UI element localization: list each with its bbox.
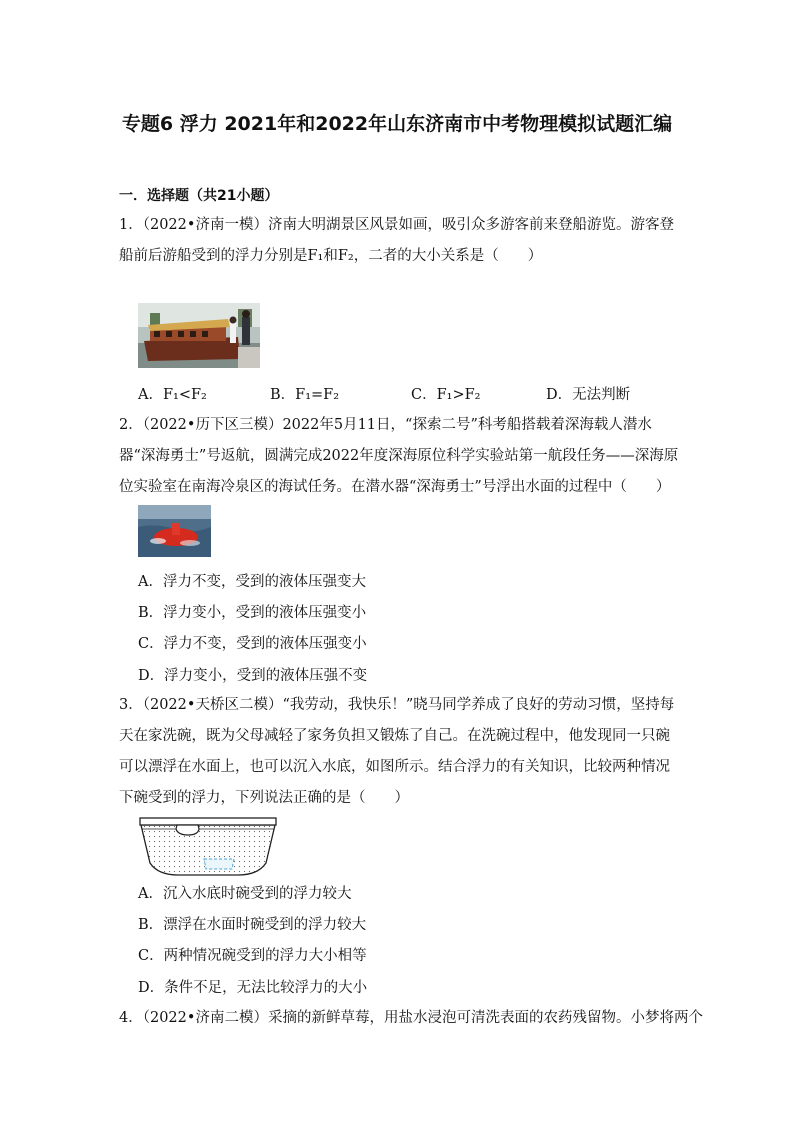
option-c[interactable]: C．F₁>F₂ — [411, 387, 481, 403]
question-2-option-c[interactable]: C．浮力不变，受到的液体压强变小 — [138, 636, 367, 652]
question-3-option-b[interactable]: B．漂浮在水面时碗受到的浮力较大 — [138, 917, 367, 933]
option-d[interactable]: D．无法判断 — [546, 387, 631, 403]
question-1: 1．（2022•济南一模）济南大明湖景区风景如画，吸引众多游客前来登船游览。游客登船前后游船受到的浮力分别是F₁和F₂，二者的大小关系是（ ） — [119, 217, 674, 264]
question-3-option-a[interactable]: A．沉入水底时碗受到的浮力较大 — [138, 886, 352, 902]
page-title: 专题6 浮力 2021年和2022年山东济南市中考物理模拟试题汇编 — [121, 113, 673, 135]
question-3-option-d[interactable]: D．条件不足，无法比较浮力的大小 — [138, 980, 368, 996]
section-heading: 一．选择题（共21小题） — [119, 188, 279, 204]
question-2-option-b[interactable]: B．浮力变小，受到的液体压强变小 — [138, 605, 367, 621]
question-2: 2．（2022•历下区三模）2022年5月11日，“探索二号”科考船搭载着深海载人潜水器“深海勇士”号返航，圆满完成2022年度深海原位科学实验站第一航段任务——深海原位实验室在南海冷泉区的海试任务。在潜水器“深海勇士”号浮出水面的过程中（ ） — [119, 417, 679, 495]
option-b[interactable]: B．F₁=F₂ — [270, 387, 340, 403]
bowl-diagram — [138, 815, 278, 877]
question-3: 3．（2022•天桥区二模）“我劳动，我快乐！”晓马同学养成了良好的劳动习惯，坚持每天在家洗碗，既为父母减轻了家务负担又锻炼了自己。在洗碗过程中，他发现同一只碗可以漂浮在水面上，也可以沉入水底，如图所示。结合浮力的有关知识，比较两种情况下碗受到的浮力，下列说法正确的是（ ） — [119, 697, 675, 806]
question-2-option-d[interactable]: D．浮力变小，受到的液体压强不变 — [138, 668, 368, 684]
question-3-option-c[interactable]: C．两种情况碗受到的浮力大小相等 — [138, 948, 367, 964]
question-4: 4．（2022•济南二模）采摘的新鲜草莓，用盐水浸泡可清洗表面的农药残留物。小梦将两个 — [119, 1010, 703, 1026]
submarine-photo — [138, 505, 211, 557]
question-1-options — [138, 383, 698, 403]
boat-photo — [138, 303, 260, 368]
option-a[interactable]: A．F₁<F₂ — [138, 387, 207, 403]
question-2-option-a[interactable]: A．浮力不变，受到的液体压强变大 — [138, 574, 366, 590]
